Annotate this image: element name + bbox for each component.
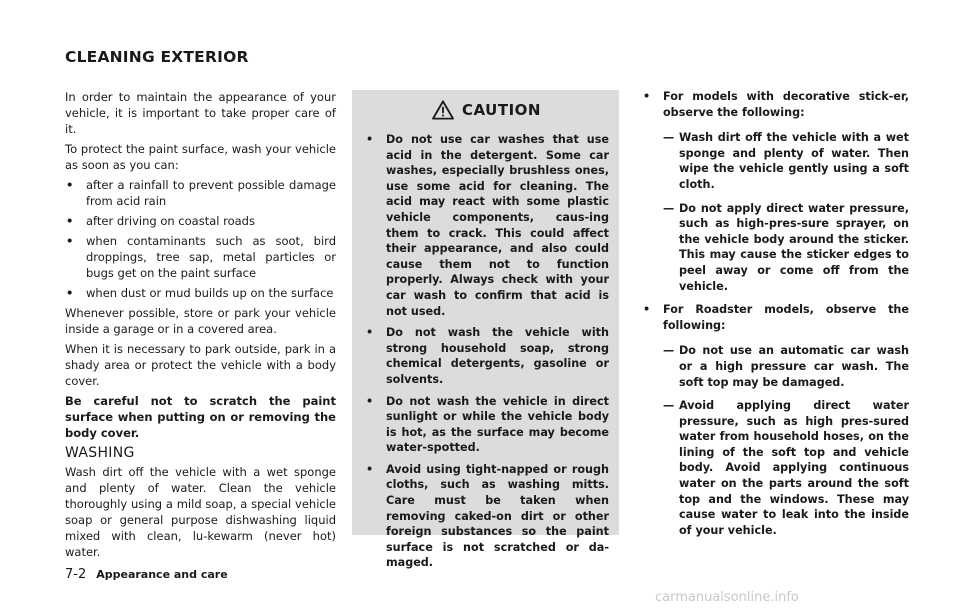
footer-section-label: Appearance and care xyxy=(96,568,228,581)
bullet-icon: • xyxy=(66,214,74,228)
list-item: • after driving on coastal roads xyxy=(66,214,255,228)
dash-item: — Wash dirt off the vehicle with a wet sponge and plenty of water. Then wipe the vehicle gently using a soft cloth. xyxy=(663,131,909,191)
dash-icon: — xyxy=(663,131,675,145)
bullet-icon: • xyxy=(643,90,651,103)
bullet-icon: • xyxy=(66,234,74,248)
right-column xyxy=(641,89,909,546)
store-paragraph: Whenever possible, store or park your vehicle inside a garage or in a covered area. xyxy=(65,306,336,336)
caution-item: • Do not wash the vehicle in direct sunlight or while the vehicle body is hot, as the surface may become water-spotted. xyxy=(366,394,609,455)
left-column xyxy=(65,89,336,564)
watermark: carmanualsonline.info xyxy=(655,590,799,605)
caution-item: • Avoid using tight-napped or rough cloths, such as washing mitts. Care must be taken when removing caked-on dirt or other foreign substances so the paint surface is not scratched or da-maged. xyxy=(366,462,609,570)
park-paragraph: When it is necessary to park outside, park in a shady area or protect the vehicle with a body cover. xyxy=(65,342,336,388)
washing-paragraph: Wash dirt off the vehicle with a wet sponge and plenty of water. Clean the vehicle thoroughly using a mild soap, a special vehicle soap or general purpose dishwashing liquid mixed with clean, lu-kewarm (never hot) water. xyxy=(65,465,336,559)
dash-item: — Avoid applying direct water pressure, such as high pres-sured water from household hoses, on the lining of the soft top and vehicle body. Avoid applying continuous water on the parts around the soft top and the windows. These may cause water to leak into the inside of your vehicle. xyxy=(663,399,909,537)
caution-title: CAUTION xyxy=(462,101,541,119)
page-footer xyxy=(65,567,228,582)
bullet-icon: • xyxy=(366,462,374,476)
dash-item: — Do not apply direct water pressure, such as high-pres-sure sprayer, on the vehicle body around the sticker. This may cause the sticker edges to peel away or come off from the vehicle. xyxy=(663,201,909,293)
section-title: CLEANING EXTERIOR xyxy=(65,48,249,66)
decorative-sticker-item: • For models with decorative stick-er, observe the following: xyxy=(643,90,909,119)
bullet-icon: • xyxy=(366,394,374,408)
warning-triangle-icon xyxy=(432,100,454,120)
dash-item: — Do not use an automatic car wash or a high pressure car wash. The soft top may be damaged. xyxy=(663,344,909,389)
list-item: • when contaminants such as soot, bird droppings, tree sap, metal particles or bugs get on the paint surface xyxy=(66,234,336,280)
caution-header xyxy=(364,100,609,120)
intro-paragraph: In order to maintain the appearance of your vehicle, it is important to take proper care of it. xyxy=(65,90,336,136)
caution-column xyxy=(352,90,619,570)
bold-warning-paragraph: Be careful not to scratch the paint surface when putting on or removing the body cover. xyxy=(65,394,336,440)
page-number: 7-2 xyxy=(65,567,87,582)
roadster-item: • For Roadster models, observe the following: xyxy=(643,303,909,332)
bullet-icon: • xyxy=(66,286,74,300)
washing-heading: WASHING xyxy=(65,445,135,461)
dash-icon: — xyxy=(663,344,675,358)
bullet-icon: • xyxy=(366,133,374,146)
caution-item: • Do not use car washes that use acid in the detergent. Some car washes, especially brushless ones, use some acid for cleaning. The acid may react with some plastic vehicle components, caus-ing them to crack. This could affect their appearance, and also could cause them not to function properly. Always check with your car wash to confirm that acid is not used. xyxy=(366,133,609,318)
bullet-icon: • xyxy=(366,326,374,340)
list-item: • after a rainfall to prevent possible damage from acid rain xyxy=(66,178,336,208)
bullet-icon: • xyxy=(66,178,74,192)
intro-paragraph-2: To protect the paint surface, wash your vehicle as soon as you can: xyxy=(65,142,336,172)
caution-box xyxy=(352,90,619,570)
dash-icon: — xyxy=(663,399,675,413)
list-item: • when dust or mud builds up on the surface xyxy=(66,286,334,300)
caution-item: • Do not wash the vehicle with strong household soap, strong chemical detergents, gasoline or solvents. xyxy=(366,326,609,386)
bullet-icon: • xyxy=(643,303,651,317)
dash-icon: — xyxy=(663,201,675,215)
